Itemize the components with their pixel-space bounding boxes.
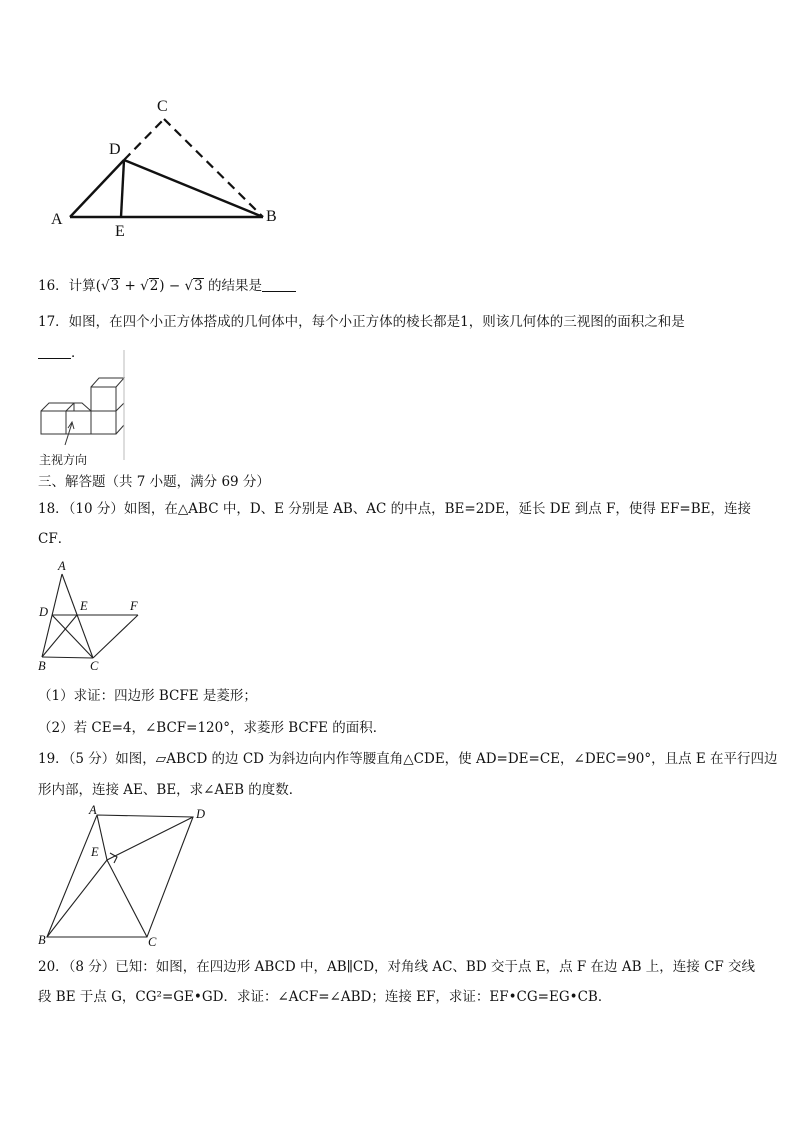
section-3-heading: 三、解答题（共 7 小题，满分 69 分） [38,474,270,490]
segment-dc-dashed [124,119,164,160]
question-20-line1: 20．（8 分）已知：如图，在四边形 ABCD 中，AB∥CD，对角线 AC、BD 交于点 E，点 F 在边 AB 上，连接 CF 交线 [38,959,756,975]
q18-label-b: B [38,659,46,673]
figure-q19 [47,815,193,937]
q17-answer-blank [38,344,71,359]
q19-label-d: D [196,807,206,821]
question-18-part2: （2）若 CE=4，∠BCF=120°，求菱形 BCFE 的面积． [38,720,387,736]
q16-minus: − [168,278,181,294]
question-18-part1: （1）求证：四边形 BCFE 是菱形； [38,688,257,704]
q16-plus: + [124,278,136,294]
label-e: E [115,223,125,240]
q19-label-b: B [38,933,46,947]
q16-answer-blank [262,277,296,292]
segment-de [121,160,124,217]
question-18-line2: CF． [38,531,72,547]
q19-label-a: A [89,803,97,817]
question-17: 17．如图，在四个小正方体搭成的几何体中，每个小正方体的棱长都是1，则该几何体的三视图的面积之和是 [38,314,685,330]
segment-db [124,160,263,217]
question-19-line2: 形内部，连接 AE、BE，求∠AEB 的度数． [38,782,303,798]
question-19-line1: 19．（5 分）如图，▱ABCD 的边 CD 为斜边向内作等腰直角△CDE，使 AD=DE=CE，∠DEC=90°，且点 E 在平行四边 [38,751,778,767]
q16-prefix: 16．计算 [38,278,96,294]
q16-suffix: 的结果是 [207,278,262,294]
question-16: 16．计算(√3 + √2) − √3 的结果是 [38,276,296,296]
label-b: B [266,208,277,225]
q19-label-c: C [148,935,157,949]
q18-label-a: A [58,559,66,573]
q18-label-c: C [90,659,99,673]
figure-q18 [42,574,138,658]
q16-open: ( [95,278,101,294]
q16-root2: 2 [149,278,159,294]
q18-label-e: E [80,599,88,613]
q19-label-e: E [91,845,99,859]
figure-q17-cubes [41,350,124,460]
label-a: A [51,211,63,228]
label-d: D [109,141,121,158]
question-18-line1: 18．（10 分）如图，在△ABC 中，D、E 分别是 AB、AC 的中点，BE=2DE，延长 DE 到点 F，使得 EF=BE，连接 [38,501,751,517]
question-20-line2: 段 BE 于点 G，CG²=GE•GD．求证：∠ACF=∠ABD；连接 EF，求证：EF•CG=EG•CB． [38,989,612,1005]
label-c: C [157,98,168,115]
q17-answer-line [38,343,85,363]
q18-label-f: F [130,599,138,613]
segment-cb-dashed [164,119,263,217]
q16-root3b: 3 [194,278,203,294]
q16-root3a: 3 [110,278,120,294]
q17-tail: ． [71,345,85,361]
q16-close: ) [159,278,165,294]
segment-ad [70,160,124,217]
q17-caption: 主视方向 [39,453,88,467]
q18-label-d: D [39,605,49,619]
